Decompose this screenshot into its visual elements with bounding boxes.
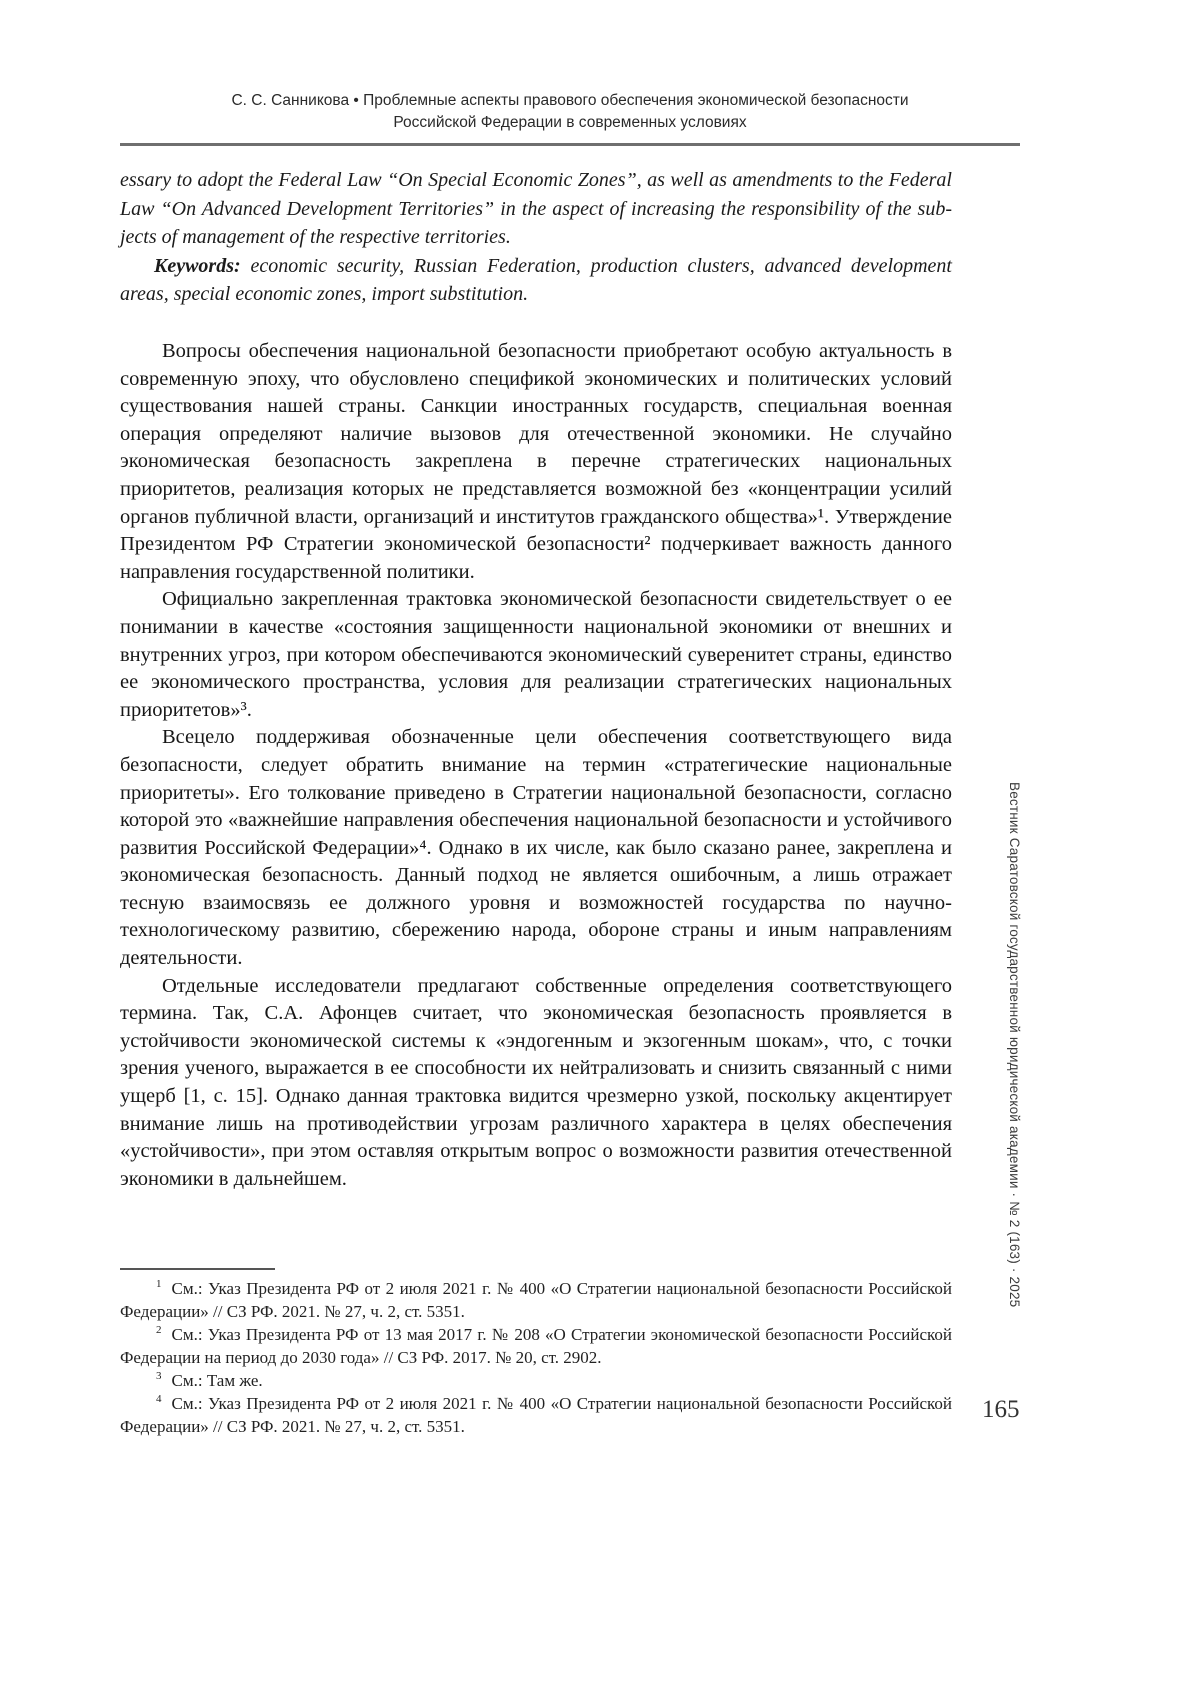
footnote-text-2: См.: Указ Президента РФ от 13 мая 2017 г. № 208 «О Стратегии экономической безопасности Российской Федерации на период до 2030 года» // СЗ РФ. 2017. № 20, ст. 2902. [120, 1325, 952, 1367]
abstract-english [120, 166, 952, 309]
keywords-paragraph [120, 252, 952, 309]
footnote-marker-4: 4 [156, 1393, 162, 1406]
footnote-item-4 [120, 1392, 952, 1438]
footnote-text-4: См.: Указ Президента РФ от 2 июля 2021 г. № 400 «О Стратегии национальной безопасности Российской Федерации» // СЗ РФ. 2021. № 27, ч. 2, ст. 5351. [120, 1394, 952, 1436]
footnote-text-3: См.: Там же. [171, 1371, 263, 1390]
body-paragraph-1: Вопросы обеспечения национальной безопасности приобретают особую актуальность в современную эпоху, что обусловлено спецификой экономических и политических условий существования нашей страны. Санкции иностранных государств, специальная военная операция определяют наличие вызовов для отечественной экономики. Не случайно экономическая безопасность закреплена в перечне стратегических национальных приоритетов, реализация которых не представляется возможной без «концентрации усилий органов публичной власти, организаций и институтов гражданского общества»¹. Утверждение Президентом РФ Стратегии экономической безопасности² подчеркивает важность данного направления государственной политики. [120, 340, 952, 583]
footnote-marker-2: 2 [156, 1324, 162, 1337]
abstract-continuation-text: essary to adopt the Federal Law “On Special Economic Zones”, as well as amendments to the Federal Law “On Advanced Development Territories” in the aspect of increasing the responsibility of the subjects of management of the respective territories. [120, 169, 952, 249]
running-head [120, 90, 1020, 146]
footnote-marker-3: 3 [156, 1370, 162, 1383]
footnote-text-1: См.: Указ Президента РФ от 2 июля 2021 г. № 400 «О Стратегии национальной безопасности Российской Федерации» // СЗ РФ. 2021. № 27, ч. 2, ст. 5351. [120, 1279, 952, 1321]
body-paragraph-4: Отдельные исследователи предлагают собственные определения соответствующего термина. Так, С.А. Афонцев считает, что экономическая безопасность проявляется в устойчивости экономической системы к «эндогенным и экзогенным шокам», что, с точки зрения ученого, выражается в ее способности их нейтрализовать и снизить связанный с ними ущерб [1, с. 15]. Однако данная трактовка видится чрезмерно узкой, поскольку акцентирует внимание лишь на противодействии угрозам различного характера в целях обеспечения «устойчивости», при этом оставляя открытым вопрос о возможности развития отечественной экономики в дальнейшем. [120, 974, 952, 1190]
header-rule [120, 143, 1020, 146]
footnote-item-1 [120, 1277, 952, 1323]
keywords-label: Keywords: [154, 254, 241, 277]
footnotes-block [120, 1268, 952, 1438]
footnote-marker-1: 1 [156, 1278, 162, 1291]
running-head-line2: Российской Федерации в современных условиях [393, 114, 747, 131]
page-number: 165 [982, 1396, 1020, 1423]
keywords-text: economic security, Russian Federation, production clusters, advanced development areas, special economic zones, import substitution. [120, 254, 952, 306]
footnote-item-2 [120, 1323, 952, 1369]
article-body [120, 338, 952, 1193]
body-paragraph-3: Всецело поддерживая обозначенные цели обеспечения соответствующего вида безопасности, следует обратить внимание на термин «стратегические национальные приоритеты». Его толкование приведено в Стратегии национальной безопасности, согласно которой это «важнейшие направления обеспечения национальной безопасности и устойчивого развития Российской Федерации»⁴. Однако в их числе, как было сказано ранее, закреплена и экономическая безопасность. Данный подход не является ошибочным, а лишь отражает тесную взаимосвязь ее должного уровня и возможностей государства по научно-технологическому развитию, сбережению народа, обороне страны и иным направлениям деятельности. [120, 726, 952, 970]
journal-sidebar-title: Вестник Саратовской государственной юридической академии · № 2 (163) · 2025 [1007, 782, 1022, 1308]
footnote-rule [120, 1268, 275, 1270]
footnote-item-3 [120, 1369, 952, 1392]
running-head-line1: С. С. Санникова • Проблемные аспекты правового обеспечения экономической безопасности [231, 92, 909, 109]
body-paragraph-2: Официально закрепленная трактовка экономической безопасности свидетельствует о ее понимании в качестве «состояния защищенности национальной экономики от внешних и внутренних угроз, при котором обеспечиваются экономический суверенитет страны, единство ее экономического пространства, условия для реализации стратегических национальных приоритетов»³. [120, 588, 952, 721]
